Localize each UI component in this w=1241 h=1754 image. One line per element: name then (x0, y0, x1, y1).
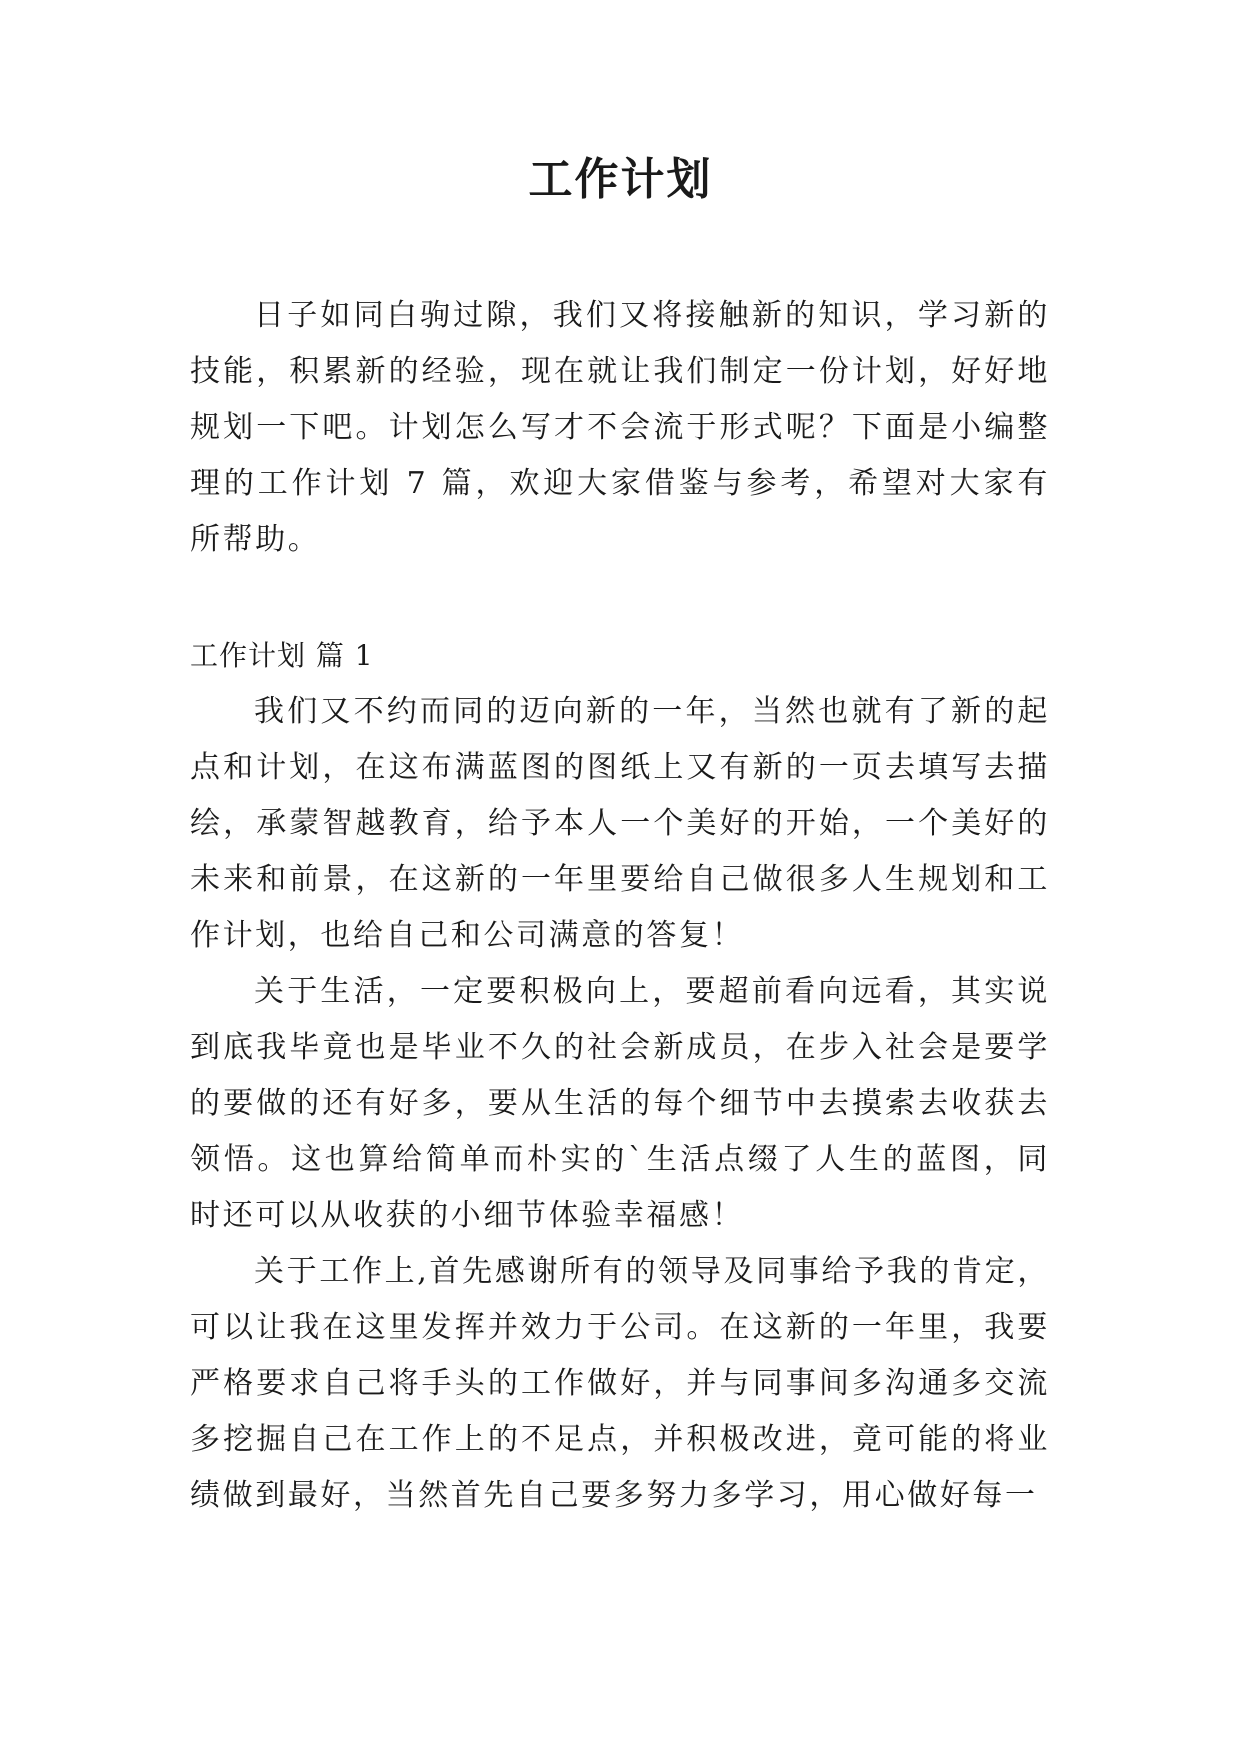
section-heading: 工作计划 篇 1 (190, 639, 374, 672)
document-body (190, 288, 1050, 1524)
document-title: 工作计划 (528, 154, 713, 205)
section-paragraph: 关于生活，一定要积极向上，要超前看向远看，其实说到底我毕竟也是毕业不久的社会新成员，在步入社会是要学的要做的还有好多，要从生活的每个细节中去摸索去收获去领悟。这也算给简单而朴实的`生活点缀了人生的蓝图，同时还可以从收获的小细节体验幸福感！ (190, 974, 1050, 1233)
section-paragraph: 关于工作上,首先感谢所有的领导及同事给予我的肯定，可以让我在这里发挥并效力于公司。在这新的一年里，我要严格要求自己将手头的工作做好，并与同事间多沟通多交流多挖掘自己在工作上的不足点，并积极改进，竟可能的将业绩做到最好，当然首先自己要多努力多学习，用心做好每一 (190, 1254, 1050, 1513)
section-paragraph: 我们又不约而同的迈向新的一年，当然也就有了新的起点和计划，在这布满蓝图的图纸上又有新的一页去填写去描绘，承蒙智越教育，给予本人一个美好的开始，一个美好的未来和前景，在这新的一年里要给自己做很多人生规划和工作计划，也给自己和公司满意的答复！ (190, 694, 1050, 953)
intro-paragraph: 日子如同白驹过隙，我们又将接触新的知识，学习新的技能，积累新的经验，现在就让我们制定一份计划，好好地规划一下吧。计划怎么写才不会流于形式呢？下面是小编整理的工作计划 7 篇，欢迎大家借鉴与参考，希望对大家有所帮助。 (190, 298, 1050, 557)
